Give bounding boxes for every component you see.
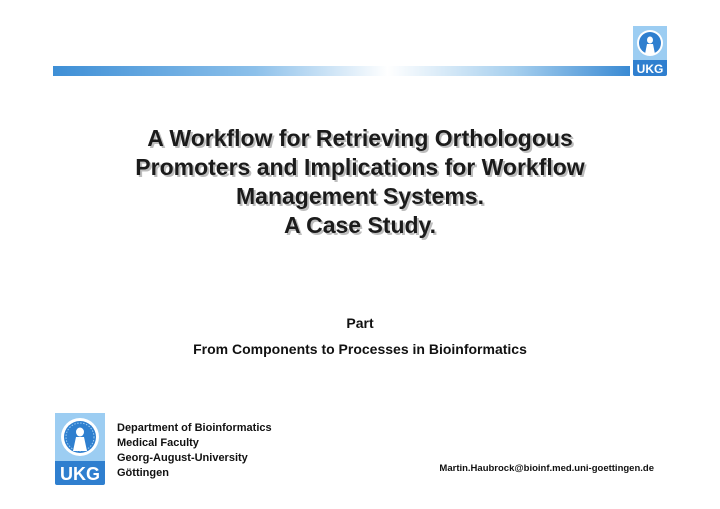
part-label: Part bbox=[346, 315, 374, 331]
contact-email: Martin.Haubrock@bioinf.med.uni-goettingen.de bbox=[439, 463, 654, 474]
affiliation-line: Medical Faculty bbox=[117, 437, 199, 449]
slide-title bbox=[80, 124, 640, 240]
affiliation bbox=[117, 421, 272, 481]
affiliation-line: Georg-August-University bbox=[117, 452, 248, 464]
part-title: From Components to Processes in Bioinformatics bbox=[193, 341, 527, 357]
ukg-logo-bottom bbox=[55, 413, 105, 485]
title-line: Promoters and Implications for Workflow bbox=[135, 154, 585, 180]
logo-text: UKG bbox=[636, 62, 664, 76]
header-gradient-band bbox=[53, 66, 630, 76]
title-line: A Case Study. bbox=[283, 212, 437, 238]
title-line: Management Systems. bbox=[236, 183, 484, 209]
affiliation-line: Göttingen bbox=[117, 467, 169, 479]
title-line: A Workflow for Retrieving Orthologous bbox=[147, 125, 573, 151]
logo-text: UKG bbox=[60, 464, 100, 484]
ukg-logo-top bbox=[633, 26, 667, 76]
affiliation-line: Department of Bioinformatics bbox=[117, 422, 272, 434]
